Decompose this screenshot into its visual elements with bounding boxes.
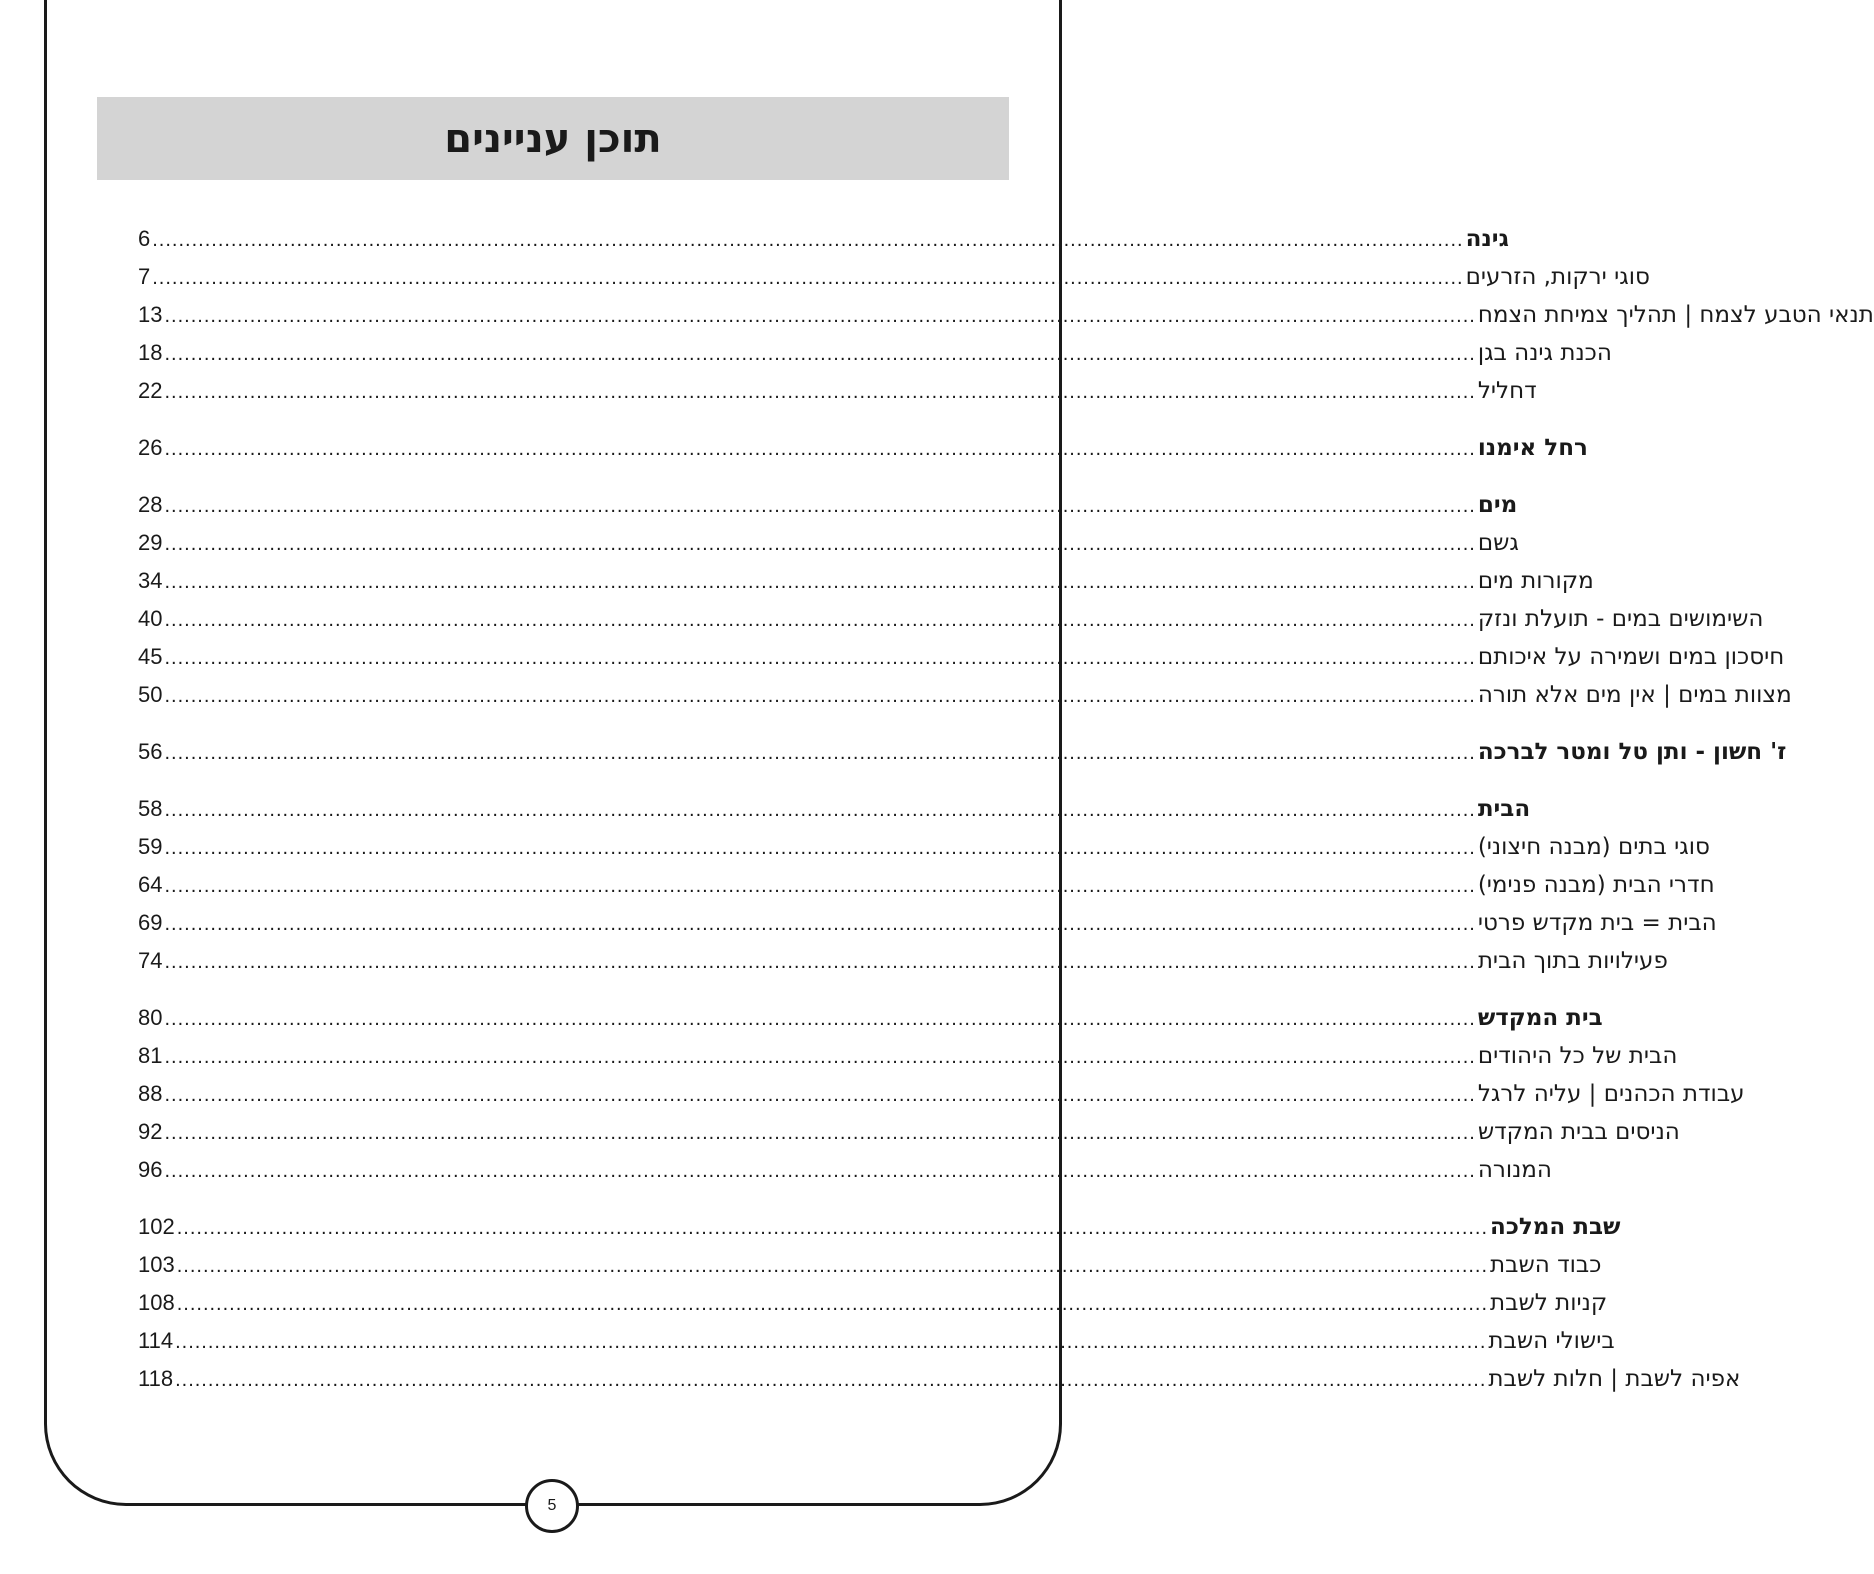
toc-dot-leader: ........................................................................................................................................................................................................	[164, 571, 1476, 593]
toc-dot-leader: ........................................................................................................................................................................................................	[164, 837, 1476, 859]
toc-entry-label: שבת המלכה	[1490, 1214, 1621, 1240]
toc-entry[interactable]	[138, 1322, 1615, 1360]
toc-entry-label: כבוד השבת	[1490, 1252, 1602, 1278]
toc-entry[interactable]	[138, 562, 1594, 600]
toc-page-number: 74	[138, 948, 163, 973]
toc-entry-label: מקורות מים	[1477, 568, 1594, 594]
toc-entry-label: הכנת גינה בגן	[1477, 340, 1612, 366]
toc-entry-label: עבודת הכהנים | עליה לרגל	[1477, 1081, 1745, 1107]
toc-dot-leader: ........................................................................................................................................................................................................	[164, 1008, 1476, 1030]
toc-section-heading[interactable]	[138, 999, 1603, 1037]
toc-page-number: 22	[138, 378, 163, 403]
toc-entry-label: חדרי הבית (מבנה פנימי)	[1477, 872, 1715, 898]
toc-entry-label: הניסים בבית המקדש	[1477, 1119, 1680, 1145]
toc-dot-leader: ........................................................................................................................................................................................................	[164, 1160, 1476, 1182]
toc-section	[138, 790, 1717, 980]
toc-page-number: 7	[138, 264, 151, 289]
toc-entry-label: דחליל	[1477, 378, 1537, 404]
toc-page-number: 13	[138, 302, 163, 327]
toc-dot-leader: ........................................................................................................................................................................................................	[164, 742, 1476, 764]
toc-page-number: 50	[138, 682, 163, 707]
toc-dot-leader: ........................................................................................................................................................................................................	[164, 381, 1476, 403]
toc-entry[interactable]	[138, 904, 1717, 942]
toc-entry[interactable]	[138, 1075, 1745, 1113]
toc-dot-leader: ........................................................................................................................................................................................................	[175, 1331, 1487, 1353]
toc-entry[interactable]	[138, 638, 1785, 676]
toc-section-heading[interactable]	[138, 429, 1588, 467]
toc-dot-leader: ........................................................................................................................................................................................................	[164, 913, 1476, 935]
toc-page-number: 92	[138, 1119, 163, 1144]
toc-page-number: 56	[138, 739, 163, 764]
toc-section	[138, 220, 1874, 410]
toc-entry[interactable]	[138, 1113, 1680, 1151]
toc-section	[138, 486, 1792, 714]
toc-entry-label: המנורה	[1477, 1157, 1552, 1183]
toc-dot-leader: ........................................................................................................................................................................................................	[164, 438, 1476, 460]
toc-entry-label: סוגי ירקות, הזרעים	[1465, 264, 1650, 290]
toc-page-number: 58	[138, 796, 163, 821]
toc-dot-leader: ........................................................................................................................................................................................................	[164, 609, 1476, 631]
toc-dot-leader: ........................................................................................................................................................................................................	[164, 799, 1476, 821]
toc-dot-leader: ........................................................................................................................................................................................................	[152, 267, 1464, 289]
toc-section	[138, 733, 1787, 771]
toc-page-number: 114	[138, 1328, 174, 1353]
toc-page-number: 40	[138, 606, 163, 631]
toc-page-number: 103	[138, 1252, 175, 1277]
toc-entry[interactable]	[138, 1151, 1552, 1189]
toc-dot-leader: ........................................................................................................................................................................................................	[164, 495, 1476, 517]
toc-dot-leader: ........................................................................................................................................................................................................	[164, 1084, 1476, 1106]
toc-dot-leader: ........................................................................................................................................................................................................	[164, 647, 1476, 669]
toc-entry-label: תנאי הטבע לצמח | תהליך צמיחת הצמח	[1477, 302, 1874, 328]
toc-page-number: 102	[138, 1214, 175, 1239]
toc-entry-label: הבית	[1477, 796, 1531, 822]
toc-page-number: 80	[138, 1005, 163, 1030]
toc-dot-leader: ........................................................................................................................................................................................................	[164, 533, 1476, 555]
toc-entry[interactable]	[138, 1037, 1678, 1075]
toc-section-heading[interactable]	[138, 486, 1518, 524]
toc-dot-leader: ........................................................................................................................................................................................................	[164, 1122, 1476, 1144]
toc-entry[interactable]	[138, 524, 1519, 562]
toc-entry-label: אפיה לשבת | חלות לשבת	[1488, 1366, 1741, 1392]
toc-dot-leader: ........................................................................................................................................................................................................	[175, 1369, 1487, 1391]
toc-dot-leader: ........................................................................................................................................................................................................	[152, 229, 1464, 251]
toc-dot-leader: ........................................................................................................................................................................................................	[164, 875, 1476, 897]
toc-page-number: 108	[138, 1290, 175, 1315]
toc-entry-label: סוגי בתים (מבנה חיצוני)	[1477, 834, 1710, 860]
toc-page-number: 29	[138, 530, 163, 555]
toc-section	[138, 1208, 1741, 1398]
toc-entry-label: בית המקדש	[1477, 1005, 1603, 1031]
toc-page-number: 64	[138, 872, 163, 897]
toc-page-number: 59	[138, 834, 163, 859]
toc-entry[interactable]	[138, 1284, 1608, 1322]
toc-dot-leader: ........................................................................................................................................................................................................	[164, 343, 1476, 365]
toc-entry[interactable]	[138, 600, 1764, 638]
toc-entry[interactable]	[138, 1360, 1741, 1398]
toc-dot-leader: ........................................................................................................................................................................................................	[164, 951, 1476, 973]
toc-dot-leader: ........................................................................................................................................................................................................	[176, 1217, 1489, 1239]
toc-entry[interactable]	[138, 334, 1612, 372]
toc-entry-label: ז' חשון - ותן טל ומטר לברכה	[1477, 739, 1787, 765]
toc-page-number: 18	[138, 340, 163, 365]
table-of-contents	[138, 220, 1874, 1417]
toc-dot-leader: ........................................................................................................................................................................................................	[176, 1293, 1489, 1315]
toc-page-number: 45	[138, 644, 163, 669]
page-number-badge	[525, 1479, 579, 1533]
title-banner	[97, 97, 1009, 180]
toc-entry[interactable]	[138, 372, 1537, 410]
toc-dot-leader: ........................................................................................................................................................................................................	[164, 1046, 1476, 1068]
toc-entry[interactable]	[138, 676, 1792, 714]
toc-section-heading[interactable]	[138, 733, 1787, 771]
toc-dot-leader: ........................................................................................................................................................................................................	[164, 685, 1476, 707]
toc-page-number: 96	[138, 1157, 163, 1182]
toc-entry-label: הבית של כל היהודים	[1477, 1043, 1678, 1069]
toc-entry-label: פעילויות בתוך הבית	[1477, 948, 1668, 974]
toc-page-number: 34	[138, 568, 163, 593]
toc-page-number: 6	[138, 226, 151, 251]
toc-section-heading[interactable]	[138, 220, 1509, 258]
toc-dot-leader: ........................................................................................................................................................................................................	[176, 1255, 1489, 1277]
toc-dot-leader: ........................................................................................................................................................................................................	[164, 305, 1476, 327]
toc-page-number: 69	[138, 910, 163, 935]
page-title: תוכן עניינים	[444, 115, 662, 162]
toc-entry[interactable]	[138, 1246, 1602, 1284]
toc-entry-label: חיסכון במים ושמירה על איכותם	[1477, 644, 1785, 670]
toc-entry[interactable]	[138, 258, 1650, 296]
toc-entry-label: השימושים במים - תועלת ונזק	[1477, 606, 1764, 632]
toc-page-number: 118	[138, 1366, 174, 1391]
toc-entry-label: קניות לשבת	[1490, 1290, 1608, 1316]
toc-page-number: 81	[138, 1043, 163, 1068]
toc-section-heading[interactable]	[138, 1208, 1621, 1246]
toc-page-number: 28	[138, 492, 163, 517]
toc-section	[138, 999, 1745, 1189]
page-number: 5	[547, 1497, 557, 1514]
toc-entry-label: הבית = בית מקדש פרטי	[1477, 910, 1717, 936]
toc-entry-label: גינה	[1465, 226, 1509, 252]
toc-page-number: 88	[138, 1081, 163, 1106]
toc-entry-label: גשם	[1477, 530, 1519, 556]
toc-entry-label: רחל אימנו	[1477, 435, 1588, 461]
toc-entry-label: בישולי השבת	[1488, 1328, 1615, 1354]
toc-section-heading[interactable]	[138, 790, 1531, 828]
toc-entry-label: מצוות במים | אין מים אלא תורה	[1477, 682, 1792, 708]
toc-entry[interactable]	[138, 866, 1715, 904]
toc-entry-label: מים	[1477, 492, 1518, 518]
toc-page-number: 26	[138, 435, 163, 460]
toc-section	[138, 429, 1588, 467]
toc-entry[interactable]	[138, 942, 1668, 980]
toc-entry[interactable]	[138, 296, 1874, 334]
toc-entry[interactable]	[138, 828, 1710, 866]
